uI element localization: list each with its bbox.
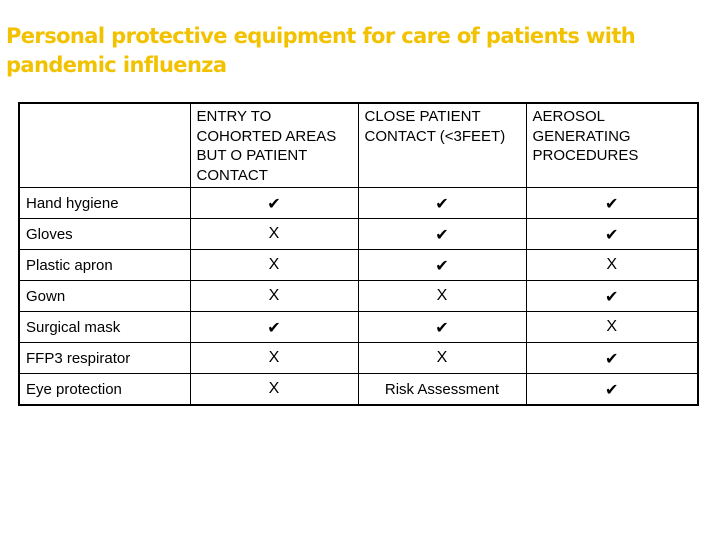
row-label: Gloves xyxy=(19,219,190,250)
table-row xyxy=(19,343,698,374)
row-label: Eye protection xyxy=(19,374,190,406)
table-row xyxy=(19,250,698,281)
row-label: Gown xyxy=(19,281,190,312)
table-row xyxy=(19,219,698,250)
table-row xyxy=(19,374,698,406)
row-label: Hand hygiene xyxy=(19,188,190,219)
table-row xyxy=(19,188,698,219)
cross-mark: X xyxy=(190,250,358,281)
row-label: FFP3 respirator xyxy=(19,343,190,374)
column-header-aerosol-procedures: AEROSOL GENERATING PROCEDURES xyxy=(526,103,698,188)
check-icon: ✔ xyxy=(526,188,698,219)
row-label: Surgical mask xyxy=(19,312,190,343)
ppe-table xyxy=(18,102,699,406)
cross-mark: X xyxy=(526,250,698,281)
check-icon: ✔ xyxy=(526,281,698,312)
cross-mark: X xyxy=(190,281,358,312)
table-cell-text: Risk Assessment xyxy=(358,374,526,406)
check-icon: ✔ xyxy=(190,312,358,343)
cross-mark: X xyxy=(190,219,358,250)
check-icon: ✔ xyxy=(526,343,698,374)
column-header-entry-cohorted: ENTRY TO COHORTED AREAS BUT O PATIENT CONTACT xyxy=(190,103,358,188)
check-icon: ✔ xyxy=(526,219,698,250)
check-icon: ✔ xyxy=(358,250,526,281)
header-row xyxy=(19,103,698,188)
table-body xyxy=(19,188,698,406)
cross-mark: X xyxy=(526,312,698,343)
check-icon: ✔ xyxy=(358,188,526,219)
cross-mark: X xyxy=(190,374,358,406)
slide-title: Personal protective equipment for care of patients with pandemic influenza xyxy=(6,24,636,77)
check-icon: ✔ xyxy=(526,374,698,406)
table-row xyxy=(19,312,698,343)
check-icon: ✔ xyxy=(190,188,358,219)
cross-mark: X xyxy=(358,343,526,374)
cross-mark: X xyxy=(358,281,526,312)
check-icon: ✔ xyxy=(358,312,526,343)
table-header xyxy=(19,103,698,188)
column-header-close-contact: CLOSE PATIENT CONTACT (<3FEET) xyxy=(358,103,526,188)
table-row xyxy=(19,281,698,312)
cross-mark: X xyxy=(190,343,358,374)
check-icon: ✔ xyxy=(358,219,526,250)
row-label: Plastic apron xyxy=(19,250,190,281)
header-corner-cell xyxy=(19,103,190,188)
